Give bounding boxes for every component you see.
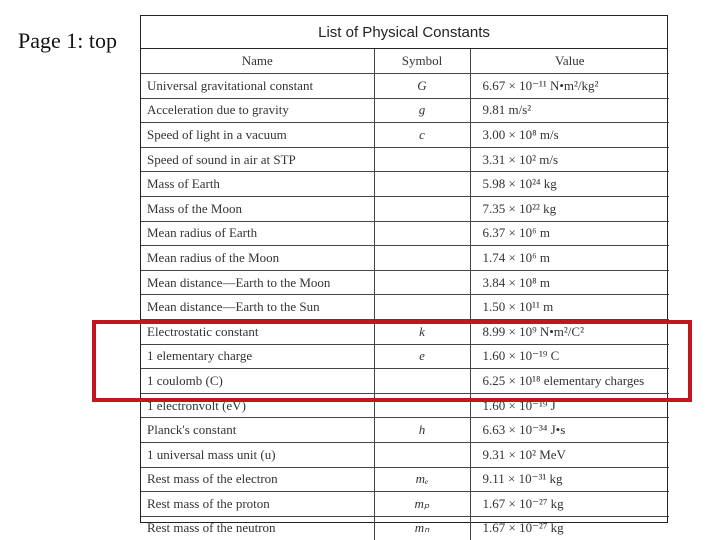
constant-name: Mean radius of Earth (141, 221, 374, 246)
constant-value: 6.37 × 10⁶ m (470, 221, 669, 246)
constant-value: 1.50 × 10¹¹ m (470, 295, 669, 320)
constant-value: 9.11 × 10⁻³¹ kg (470, 467, 669, 492)
constant-symbol (374, 196, 470, 221)
highlight-box (92, 320, 692, 402)
constant-value: 6.67 × 10⁻¹¹ N•m²/kg² (470, 74, 669, 99)
constants-grid (141, 49, 669, 540)
table-row (141, 74, 669, 99)
table-row (141, 442, 669, 467)
table-row (141, 467, 669, 492)
constant-name: Acceleration due to gravity (141, 98, 374, 123)
header-row (141, 49, 669, 74)
constant-symbol: g (374, 98, 470, 123)
constant-name: Mean radius of the Moon (141, 246, 374, 271)
constant-symbol (374, 172, 470, 197)
table-row (141, 492, 669, 517)
table-row (141, 147, 669, 172)
constant-name: Mean distance—Earth to the Sun (141, 295, 374, 320)
constant-name: Mass of the Moon (141, 196, 374, 221)
constant-name: 1 coulomb (C) (141, 369, 374, 394)
table-title: List of Physical Constants (141, 16, 667, 49)
table-row (141, 516, 669, 540)
constant-symbol (374, 295, 470, 320)
constant-value: 6.25 × 10¹⁸ elementary charges (470, 369, 669, 394)
table-row (141, 295, 669, 320)
constant-symbol (374, 246, 470, 271)
constant-value: 1.60 × 10⁻¹⁹ C (470, 344, 669, 369)
constant-value: 3.31 × 10² m/s (470, 147, 669, 172)
constant-symbol (374, 270, 470, 295)
constant-value: 9.31 × 10² MeV (470, 442, 669, 467)
constant-name: Rest mass of the neutron (147, 520, 276, 536)
constant-symbol (374, 147, 470, 172)
constant-name: 1 universal mass unit (u) (141, 442, 374, 467)
table-row (141, 246, 669, 271)
constants-table (140, 15, 668, 536)
constant-name: Electrostatic constant (141, 319, 374, 344)
constant-value: 8.99 × 10⁹ N•m²/C² (470, 319, 669, 344)
constant-name: Mass of Earth (141, 172, 374, 197)
table-row (141, 418, 669, 443)
constant-value: 5.98 × 10²⁴ kg (470, 172, 669, 197)
constant-value: 9.81 m/s² (470, 98, 669, 123)
constant-symbol: mₚ (374, 492, 470, 517)
constant-name: Speed of sound in air at STP (141, 147, 374, 172)
constant-symbol (374, 442, 470, 467)
constant-value: 6.63 × 10⁻³⁴ J•s (470, 418, 669, 443)
table-row (141, 123, 669, 148)
constant-value: 7.35 × 10²² kg (470, 196, 669, 221)
constant-symbol (374, 221, 470, 246)
constant-value: 1.67 × 10⁻²⁷ kg (470, 492, 669, 517)
header-value: Value (470, 49, 669, 74)
constant-name: Rest mass of the electron (141, 467, 374, 492)
constant-name: Universal gravitational constant (141, 74, 374, 99)
constant-symbol: mₑ (374, 467, 470, 492)
header-name: Name (141, 49, 374, 74)
table-row (141, 196, 669, 221)
table-row (141, 221, 669, 246)
constant-value: 1.60 × 10⁻¹⁹ J (470, 393, 669, 418)
constant-value: 1.67 × 10⁻²⁷ kg (482, 520, 564, 536)
header-symbol: Symbol (374, 49, 470, 74)
table-row (141, 270, 669, 295)
constant-value: 1.74 × 10⁶ m (470, 246, 669, 271)
constant-symbol: mₙ (374, 516, 470, 540)
page-label: Page 1: top (18, 28, 117, 53)
table-row (141, 172, 669, 197)
constant-symbol: h (374, 418, 470, 443)
constant-value: 3.84 × 10⁸ m (470, 270, 669, 295)
constant-name: 1 electronvolt (eV) (141, 393, 374, 418)
constant-name: Rest mass of the proton (141, 492, 374, 517)
constant-value: 3.00 × 10⁸ m/s (470, 123, 669, 148)
constant-name: Planck's constant (141, 418, 374, 443)
constant-name: Speed of light in a vacuum (141, 123, 374, 148)
constant-symbol: c (374, 123, 470, 148)
constant-symbol: G (374, 74, 470, 99)
constant-name: 1 elementary charge (141, 344, 374, 369)
table-row (141, 98, 669, 123)
constant-symbol: e (374, 344, 470, 369)
constant-name: Mean distance—Earth to the Moon (141, 270, 374, 295)
constant-symbol: k (374, 319, 470, 344)
